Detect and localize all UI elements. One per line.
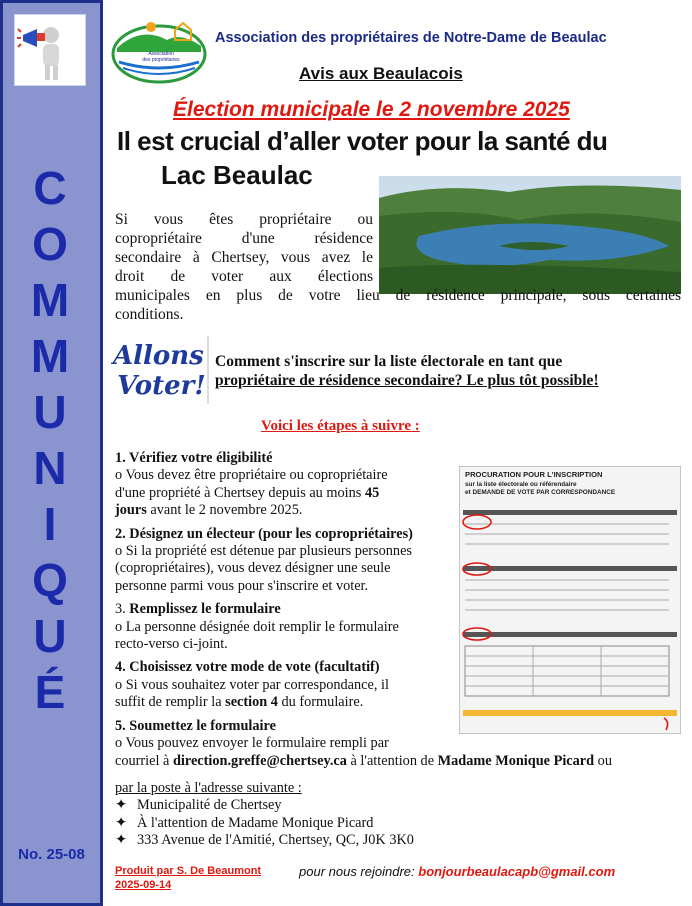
steps-list: [115, 450, 675, 770]
registration-question: [215, 352, 599, 390]
vertical-letter: U: [33, 386, 67, 438]
vertical-letter: C: [33, 162, 67, 214]
registration-question-line-2: propriétaire de résidence secondaire? Le plus tôt possible!: [215, 372, 599, 389]
election-title: Élection municipale le 2 novembre 2025: [173, 98, 570, 121]
form-title-3: et DEMANDE DE VOTE PAR CORRESPONDANCE: [465, 489, 616, 496]
star-icon: ✦: [115, 832, 127, 849]
form-title-2: sur la liste électorale ou référendaire: [465, 481, 577, 488]
intro-line: copropriétaire d'une résidence: [115, 230, 373, 247]
headline-line-2: Lac Beaulac: [161, 160, 313, 190]
vertical-letter: O: [32, 218, 68, 270]
vertical-letter: Q: [32, 554, 68, 606]
intro-paragraph: [115, 210, 681, 324]
communique-vertical: [0, 160, 100, 720]
intro-line: droit de voter aux élections: [115, 268, 373, 285]
step-4-title: 4. Choisissez votre mode de vote (facultatif): [115, 659, 380, 676]
allons-voter-logo: [111, 334, 211, 406]
vertical-letter: M: [30, 330, 70, 382]
produced-by-author: Produit par S. De Beaumont: [115, 865, 262, 877]
intro-line: Si vous êtes propriétaire ou: [115, 211, 373, 228]
address-line: ✦ À l'attention de Madame Monique Picard: [115, 814, 374, 831]
step-3-line: o La personne désignée doit remplir le formulaire: [115, 618, 399, 635]
step-4-line: o Si vous souhaitez voter par correspondance, il: [115, 676, 389, 693]
step-3-title: 3. Remplissez le formulaire: [115, 601, 281, 618]
notice-title: Avis aux Beaulacois: [299, 64, 463, 83]
intro-line: municipales en plus de votre lieu de résidence principale, sous certaines: [115, 287, 681, 304]
vertical-letter: M: [30, 274, 70, 326]
step-1-line: d'une propriété à Chertsey depuis au moins 45: [115, 484, 380, 501]
steps-title: Voici les étapes à suivre :: [261, 418, 420, 434]
contact-email-link[interactable]: bonjourbeaulacapb@gmail.com: [418, 864, 616, 879]
allons-line-1: Allons: [113, 341, 204, 371]
step-3-line: recto-verso ci-joint.: [115, 636, 228, 653]
form-title-1: PROCURATION POUR L'INSCRIPTION: [465, 470, 603, 479]
step-5-line: o Vous pouvez envoyer le formulaire rempli par: [115, 735, 389, 752]
step-4-line: suffit de remplir la section 4 du formulaire.: [115, 694, 364, 711]
megaphone-icon: [14, 14, 86, 86]
vertical-letter: É: [34, 666, 66, 718]
intro-line: secondaire à Chertsey, vous avez le: [115, 249, 373, 266]
star-icon: ✦: [115, 797, 127, 814]
step-1-line: o Vous devez être propriétaire ou copropriétaire: [115, 467, 388, 484]
step-2-title: 2. Désignez un électeur (pour les copropriétaires): [115, 525, 413, 542]
postal-address: [115, 780, 414, 850]
issue-number: No. 25-08: [18, 846, 85, 863]
step-1-title: 1. Vérifiez votre éligibilité: [115, 450, 273, 466]
step-5-line: courriel à direction.greffe@chertsey.ca à l'attention de Madame Monique Picard ou: [115, 752, 612, 769]
step-1-line: jours avant le 2 novembre 2025.: [115, 502, 303, 519]
registration-question-line-1: Comment s'inscrire sur la liste électorale en tant que: [215, 353, 563, 370]
association-logo: [111, 18, 207, 84]
vertical-letter: N: [33, 442, 67, 494]
address-line: ✦ 333 Avenue de l'Amitié, Chertsey, QC, J0K 3K0: [115, 832, 414, 849]
produced-date: 2025-09-14: [115, 879, 172, 891]
intro-line: conditions.: [115, 306, 184, 323]
left-band: [0, 0, 103, 906]
step-2-line: o Si la propriété est détenue par plusieurs personnes: [115, 543, 412, 560]
step-5-title: 5. Soumettez le formulaire: [115, 717, 276, 734]
postal-intro: par la poste à l'adresse suivante :: [115, 780, 302, 796]
main-content: [103, 0, 692, 906]
address-line: ✦ Municipalité de Chertsey: [115, 797, 282, 814]
star-icon: ✦: [115, 814, 127, 831]
association-name: Association des propriétaires de Notre-Dame de Beaulac: [215, 30, 607, 46]
contact-label: pour nous rejoindre:: [299, 864, 419, 879]
step-2-line: (copropriétaires), vous devez désigner une seule: [115, 560, 391, 577]
greffe-email-link[interactable]: direction.greffe@chertsey.ca: [172, 752, 347, 769]
headline-line-1: Il est crucial d’aller voter pour la santé du: [117, 126, 608, 156]
svg-text:Association: Association: [148, 51, 174, 57]
vertical-letter: U: [33, 610, 67, 662]
allons-line-2: Voter!: [117, 371, 206, 401]
contact-line: [299, 864, 615, 879]
produced-by: [115, 864, 261, 892]
svg-text:des propriétaires: des propriétaires: [142, 57, 180, 63]
step-2-line: personne parmi vous pour s'inscrire et voter.: [115, 577, 369, 594]
vertical-letter: I: [43, 498, 57, 550]
